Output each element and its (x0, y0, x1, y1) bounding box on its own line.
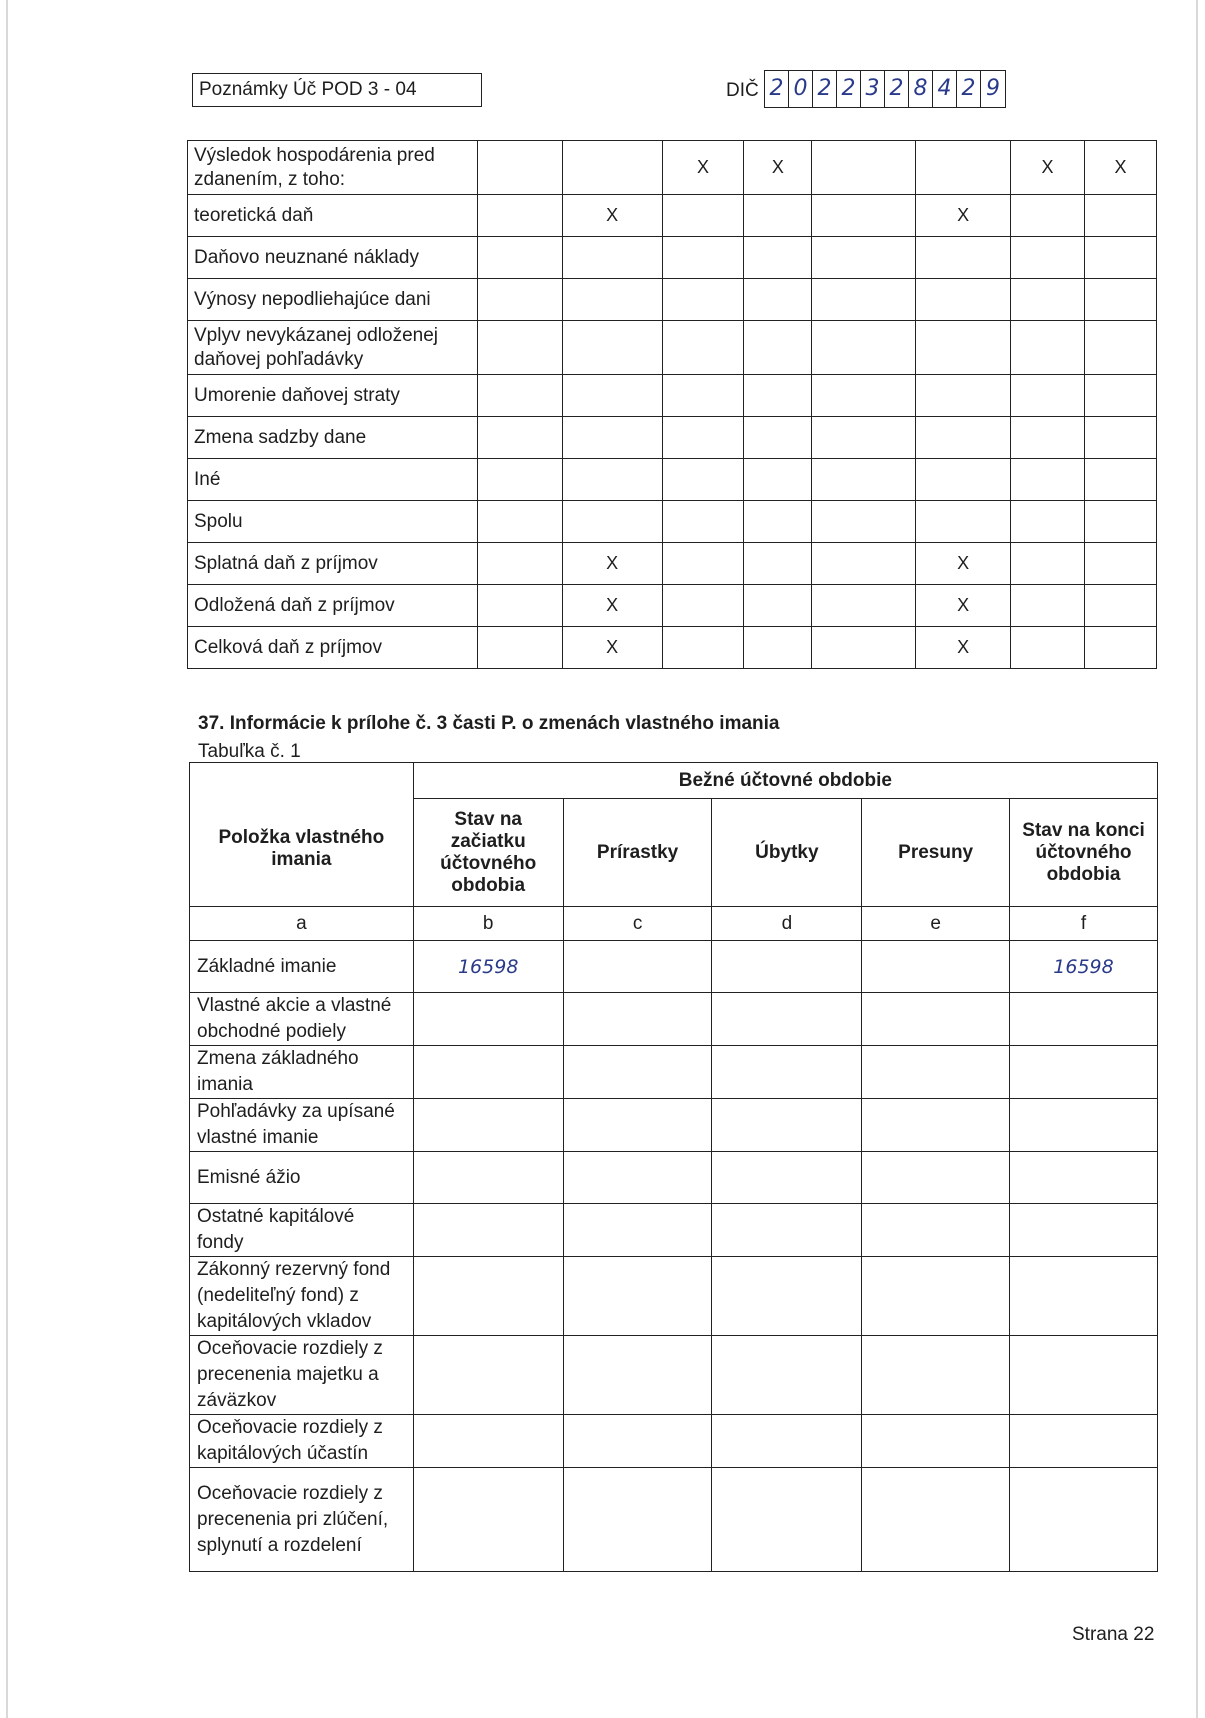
tax-table-row (188, 627, 1157, 669)
tax-cell (744, 543, 812, 585)
equity-cell-c (563, 941, 712, 993)
tax-row-label: Vplyv nevykázanej odloženej daňovej pohľadávky (188, 321, 478, 375)
tax-cell (477, 375, 562, 417)
tax-row-label: Spolu (188, 501, 478, 543)
tax-cell (662, 459, 744, 501)
col-header-d: Úbytky (712, 799, 862, 907)
equity-cell-c (563, 1257, 712, 1336)
tax-cell: X (1085, 141, 1157, 195)
col-header-b: Stav na začiatku účtovného obdobia (413, 799, 563, 907)
tax-table-row (188, 375, 1157, 417)
tax-cell (916, 279, 1011, 321)
scan-edge-right (1196, 0, 1198, 1718)
tax-cell (1011, 237, 1085, 279)
equity-cell-b (413, 1336, 563, 1415)
tax-cell (562, 141, 662, 195)
scan-edge-left (6, 0, 8, 1718)
tax-cell (812, 375, 916, 417)
tax-cell (812, 321, 916, 375)
equity-cell-d (712, 1099, 862, 1152)
tax-cell (744, 585, 812, 627)
tax-cell (916, 501, 1011, 543)
tax-cell (812, 627, 916, 669)
tax-cell (1085, 237, 1157, 279)
tax-table-row (188, 501, 1157, 543)
tax-cell (477, 459, 562, 501)
col-letter-f: f (1010, 907, 1158, 941)
equity-cell-b (413, 1046, 563, 1099)
tax-cell (1085, 501, 1157, 543)
tax-cell (662, 321, 744, 375)
tax-cell (562, 321, 662, 375)
col-letter-b: b (413, 907, 563, 941)
equity-row-label: Vlastné akcie a vlastné obchodné podiely (190, 993, 414, 1046)
tax-cell (562, 375, 662, 417)
dic-label: DIČ (726, 80, 759, 101)
tax-cell: X (562, 543, 662, 585)
equity-cell-c (563, 1152, 712, 1204)
col-letter-e: e (862, 907, 1010, 941)
tax-cell: X (744, 141, 812, 195)
tax-cell (1085, 585, 1157, 627)
tax-cell (662, 279, 744, 321)
dic-digit: 9 (986, 76, 1000, 101)
tax-cell: X (916, 543, 1011, 585)
tax-cell (812, 459, 916, 501)
equity-cell-e (862, 1415, 1010, 1468)
tax-cell (1085, 627, 1157, 669)
tax-cell (1085, 417, 1157, 459)
equity-cell-f (1010, 1046, 1158, 1099)
tax-cell (1011, 375, 1085, 417)
tax-cell (812, 141, 916, 195)
equity-cell-c (563, 1046, 712, 1099)
dic-digit: 2 (885, 71, 909, 107)
equity-cell-e (862, 1152, 1010, 1204)
equity-cell-c (563, 1468, 712, 1572)
tax-cell (562, 501, 662, 543)
equity-cell-d (712, 1257, 862, 1336)
equity-table-row (190, 1336, 1158, 1415)
page-number: Strana 22 (1072, 1624, 1155, 1645)
equity-cell-d (712, 1204, 862, 1257)
tax-cell (744, 501, 812, 543)
tax-table-row (188, 543, 1157, 585)
tax-cell (477, 627, 562, 669)
equity-cell-e (862, 1257, 1010, 1336)
tax-row-label: Umorenie daňovej straty (188, 375, 478, 417)
tax-cell (744, 237, 812, 279)
tax-cell (744, 321, 812, 375)
col-header-f: Stav na konci účtovného obdobia (1010, 799, 1158, 907)
tax-cell (916, 375, 1011, 417)
equity-cell-d (712, 1046, 862, 1099)
form-title: Poznámky Úč POD 3 - 04 (192, 73, 482, 107)
equity-changes-table (189, 762, 1158, 1572)
tax-cell (812, 417, 916, 459)
equity-cell-b (413, 1099, 563, 1152)
dic-digit: 0 (789, 71, 813, 107)
col-letter-c: c (563, 907, 712, 941)
equity-table-row (190, 1415, 1158, 1468)
tax-row-label: Výsledok hospodárenia pred zdanením, z toho: (188, 141, 478, 195)
tax-cell (744, 279, 812, 321)
tax-reconciliation-table (187, 140, 1157, 669)
tax-cell (1011, 279, 1085, 321)
tax-cell (1085, 459, 1157, 501)
equity-cell-d (712, 1468, 862, 1572)
dic-digit: 2 (837, 71, 861, 107)
dic-digit: 2 (957, 71, 981, 107)
tax-row-label: Splatná daň z príjmov (188, 543, 478, 585)
equity-cell-b (413, 1204, 563, 1257)
tax-cell (662, 585, 744, 627)
equity-cell-b: 16598 (413, 941, 563, 993)
dic-digit: 8 (909, 71, 933, 107)
tax-cell (562, 279, 662, 321)
tax-cell (1011, 627, 1085, 669)
tax-cell: X (562, 627, 662, 669)
equity-row-label: Zmena základného imania (190, 1046, 414, 1099)
equity-cell-c (563, 1204, 712, 1257)
tax-cell (1011, 459, 1085, 501)
tax-cell (1085, 375, 1157, 417)
tax-cell (477, 321, 562, 375)
col-letter-d: d (712, 907, 862, 941)
tax-cell: X (916, 585, 1011, 627)
equity-row-label: Oceňovacie rozdiely z precenenia pri zlúčení, splynutí a rozdelení (190, 1468, 414, 1572)
equity-row-label: Základné imanie (190, 941, 414, 993)
equity-cell-b (413, 1152, 563, 1204)
dic-digit: 2 (813, 71, 837, 107)
tax-row-label: Daňovo neuznané náklady (188, 237, 478, 279)
tax-cell: X (916, 195, 1011, 237)
tax-cell (916, 459, 1011, 501)
tax-cell (812, 543, 916, 585)
tax-cell (477, 543, 562, 585)
equity-cell-e (862, 1204, 1010, 1257)
equity-cell-d (712, 941, 862, 993)
equity-cell-d (712, 1152, 862, 1204)
equity-cell-c (563, 1099, 712, 1152)
tax-cell (662, 237, 744, 279)
tax-cell: X (1011, 141, 1085, 195)
tax-cell (662, 417, 744, 459)
equity-cell-e (862, 941, 1010, 993)
equity-cell-b (413, 993, 563, 1046)
tax-cell (744, 195, 812, 237)
equity-cell-f (1010, 1468, 1158, 1572)
equity-cell-f (1010, 1336, 1158, 1415)
tax-cell (1011, 417, 1085, 459)
equity-table-row (190, 993, 1158, 1046)
equity-table-row (190, 1046, 1158, 1099)
equity-cell-f (1010, 1099, 1158, 1152)
col-header-c: Prírastky (563, 799, 712, 907)
dic-digit: 4 (933, 71, 957, 107)
equity-cell-f (1010, 1152, 1158, 1204)
equity-table-row (190, 941, 1158, 993)
tax-row-label: Odložená daň z príjmov (188, 585, 478, 627)
tax-cell (477, 585, 562, 627)
equity-table-row (190, 1099, 1158, 1152)
tax-cell (916, 417, 1011, 459)
equity-cell-c (563, 1336, 712, 1415)
tax-table-row (188, 141, 1157, 195)
tax-table-row (188, 459, 1157, 501)
equity-cell-b (413, 1257, 563, 1336)
dic-digit: 2 (765, 71, 789, 107)
tax-cell (744, 417, 812, 459)
tax-table-row (188, 321, 1157, 375)
equity-table-row (190, 1468, 1158, 1572)
col-letter-a: a (190, 907, 414, 941)
equity-table-row (190, 1204, 1158, 1257)
equity-table-row (190, 1257, 1158, 1336)
tax-cell (916, 237, 1011, 279)
equity-row-label: Oceňovacie rozdiely z kapitálových účastín (190, 1415, 414, 1468)
tax-cell (1011, 543, 1085, 585)
tax-cell: X (916, 627, 1011, 669)
tax-cell (916, 141, 1011, 195)
tax-cell (812, 237, 916, 279)
tax-cell (812, 279, 916, 321)
equity-cell-f (1010, 1204, 1158, 1257)
tax-cell (477, 237, 562, 279)
tax-cell (662, 375, 744, 417)
tax-cell (812, 501, 916, 543)
tax-cell (1085, 195, 1157, 237)
equity-row-label: Oceňovacie rozdiely z precenenia majetku a záväzkov (190, 1336, 414, 1415)
equity-cell-f (1010, 993, 1158, 1046)
col-header-item (190, 763, 414, 907)
tax-cell (562, 237, 662, 279)
col-header-e: Presuny (862, 799, 1010, 907)
tax-table-row (188, 585, 1157, 627)
tax-row-label: Zmena sadzby dane (188, 417, 478, 459)
tax-cell (477, 279, 562, 321)
equity-cell-d (712, 1336, 862, 1415)
tax-cell (477, 501, 562, 543)
col-header-item-label: Položka vlastného imania (218, 827, 385, 870)
tax-cell (477, 195, 562, 237)
equity-row-label: Emisné ážio (190, 1152, 414, 1204)
dic-boxes (764, 70, 1006, 108)
tax-cell (562, 417, 662, 459)
tax-cell (744, 459, 812, 501)
tax-cell (812, 195, 916, 237)
tax-cell (662, 501, 744, 543)
equity-cell-f (1010, 1257, 1158, 1336)
tax-cell (662, 195, 744, 237)
table-label: Tabuľka č. 1 (198, 741, 301, 762)
equity-cell-e (862, 1099, 1010, 1152)
tax-row-label: Výnosy nepodliehajúce dani (188, 279, 478, 321)
tax-cell (1011, 501, 1085, 543)
group-header-current-period: Bežné účtovné obdobie (413, 763, 1157, 799)
equity-cell-f (1010, 1415, 1158, 1468)
equity-cell-c (563, 993, 712, 1046)
tax-cell (1011, 195, 1085, 237)
equity-table-row (190, 1152, 1158, 1204)
tax-row-label: Iné (188, 459, 478, 501)
tax-cell (1085, 321, 1157, 375)
equity-cell-b (413, 1468, 563, 1572)
equity-cell-e (862, 1468, 1010, 1572)
equity-row-label: Zákonný rezervný fond (nedeliteľný fond) z kapitálových vkladov (190, 1257, 414, 1336)
tax-cell (1011, 585, 1085, 627)
tax-table-row (188, 417, 1157, 459)
tax-table-row (188, 237, 1157, 279)
equity-cell-b (413, 1415, 563, 1468)
equity-cell-d (712, 993, 862, 1046)
equity-cell-e (862, 993, 1010, 1046)
tax-cell (812, 585, 916, 627)
section-37-title: 37. Informácie k prílohe č. 3 časti P. o zmenách vlastného imania (198, 713, 780, 734)
tax-cell (744, 375, 812, 417)
tax-cell (477, 417, 562, 459)
equity-cell-f: 16598 (1010, 941, 1158, 993)
tax-cell (562, 459, 662, 501)
dic-digit: 3 (861, 71, 885, 107)
tax-cell (1011, 321, 1085, 375)
equity-cell-d (712, 1415, 862, 1468)
tax-cell (744, 627, 812, 669)
equity-cell-c (563, 1415, 712, 1468)
tax-cell (916, 321, 1011, 375)
tax-row-label: teoretická daň (188, 195, 478, 237)
tax-cell (662, 543, 744, 585)
tax-table-row (188, 279, 1157, 321)
equity-cell-e (862, 1336, 1010, 1415)
tax-cell (1085, 543, 1157, 585)
tax-cell (477, 141, 562, 195)
tax-table-row (188, 195, 1157, 237)
tax-cell (662, 627, 744, 669)
equity-row-label: Pohľadávky za upísané vlastné imanie (190, 1099, 414, 1152)
tax-cell (1085, 279, 1157, 321)
tax-cell: X (562, 195, 662, 237)
equity-row-label: Ostatné kapitálové fondy (190, 1204, 414, 1257)
tax-row-label: Celková daň z príjmov (188, 627, 478, 669)
equity-cell-e (862, 1046, 1010, 1099)
tax-cell: X (562, 585, 662, 627)
tax-cell: X (662, 141, 744, 195)
